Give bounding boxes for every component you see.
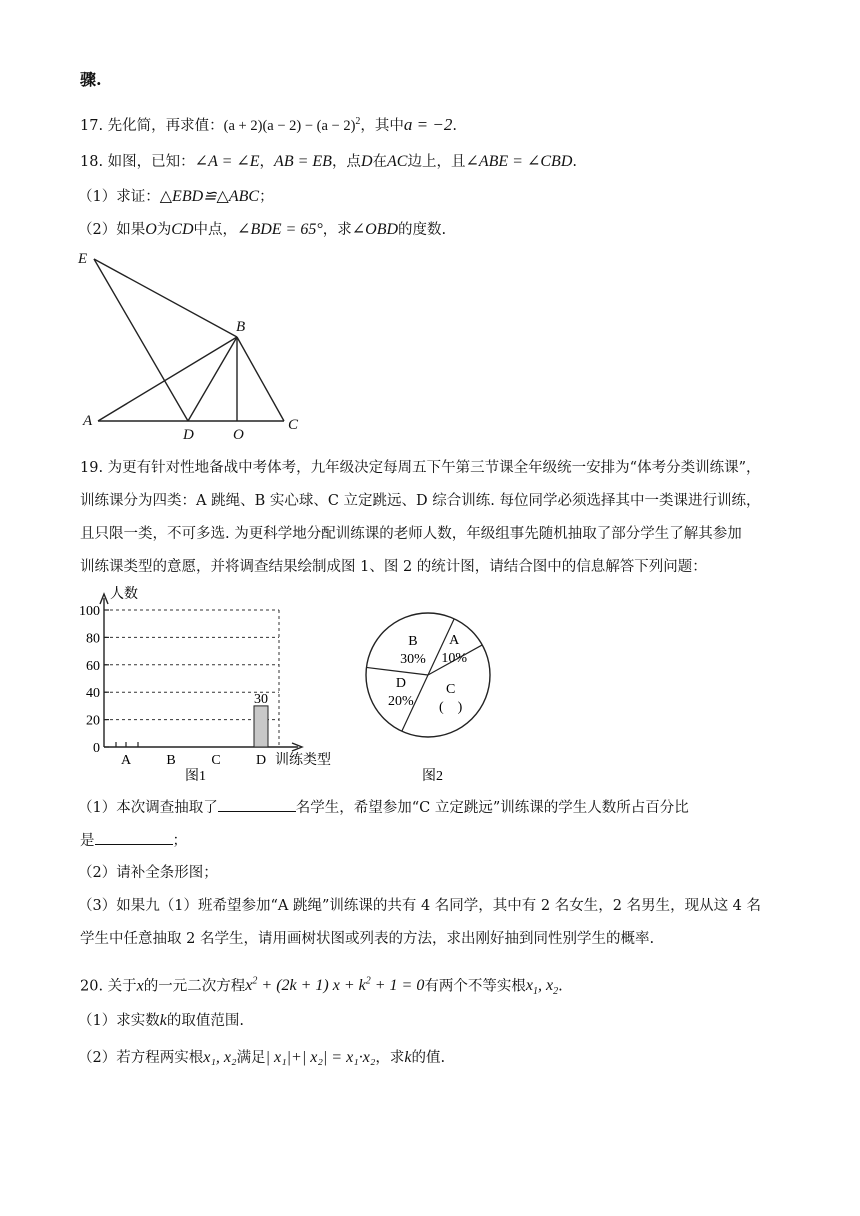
- q20-part1-a: （1）求实数: [78, 1013, 160, 1029]
- question-19-part-1-cont: [80, 830, 187, 851]
- bar-x-tick-label: A: [120, 753, 132, 768]
- segment-BC: [237, 337, 284, 421]
- pie-slice-label-D: 20%: [388, 694, 414, 710]
- label-C: C: [288, 417, 299, 433]
- bar-chart-xlabel: 训练类型: [275, 753, 331, 768]
- label-E: E: [78, 251, 88, 267]
- answer-blank-percent[interactable]: [95, 830, 173, 845]
- question-19-line-4: 训练课类型的意愿，并将调查结果绘制成图 1、图 2 的统计图，请结合图中的信息解答下列问题：: [80, 559, 707, 575]
- q18-part2-label: （2）如果: [78, 222, 146, 238]
- bar-chart: [70, 580, 350, 785]
- pie-slice-name-A: A: [449, 632, 460, 648]
- question-18-part-1: [78, 187, 274, 207]
- q19-part1-a: （1）本次调查抽取了: [78, 800, 218, 816]
- q18-part2-a: 为: [156, 222, 172, 238]
- q18-end: .: [572, 154, 577, 170]
- q20-part2-c: ，求: [375, 1050, 405, 1066]
- label-B: B: [236, 319, 246, 335]
- geometry-figure: [70, 245, 310, 445]
- q20-part1-b: 的取值范围.: [166, 1013, 244, 1029]
- question-20: [80, 972, 563, 1003]
- pie-slice-name-C: C: [446, 682, 456, 698]
- q18-part2-cd: CD: [171, 221, 194, 238]
- question-19-part-3-line-2: 学生中任意抽取 2 名学生，请用画树状图或列表的方法，求出刚好抽到同性别学生的概率.: [80, 931, 655, 947]
- q20-equation: $x^2 + (2k + 1) x + k^2 + 1 = 0$: [245, 976, 425, 995]
- bar-chart-ylabel: 人数: [110, 587, 138, 602]
- q19-part1-d: ；: [172, 833, 187, 849]
- q17-number: 17. 先化简，再求值：: [80, 117, 224, 134]
- q20-text-b: 的一元二次方程: [143, 978, 246, 995]
- q18-part1-label: （1）求证：: [78, 189, 160, 205]
- q20-x: x: [136, 977, 144, 995]
- q18-cond-3: ∠ABE = ∠CBD: [465, 153, 573, 170]
- question-19-line-2: 训练课分为四类：A 跳绳、B 实心球、C 立定跳远、D 综合训练. 每位同学必须选择其中一类课进行训练，: [80, 493, 761, 509]
- question-19-part-1: [78, 797, 689, 818]
- q20-end: .: [558, 978, 563, 995]
- bar-D: [254, 706, 268, 747]
- q20-part2-b: 满足: [236, 1050, 266, 1066]
- q18-cond-1: ∠A = ∠E: [194, 153, 260, 170]
- segment-EB: [94, 259, 237, 337]
- q17-end: .: [452, 117, 457, 134]
- label-A: A: [83, 413, 93, 429]
- q18-part2-b: 中点，: [193, 222, 238, 238]
- q20-text-a: 20. 关于: [80, 978, 137, 995]
- q20-part2-k: k: [404, 1049, 412, 1066]
- q18-sep: ，: [259, 154, 275, 170]
- q18-part2-o: O: [145, 221, 157, 238]
- question-19-line-3: 且只限一类，不可多选. 为更科学地分配训练课的老师人数，年级组事先随机抽取了部分学生了解其参加: [80, 526, 742, 542]
- q18-point-d: D: [360, 153, 373, 170]
- q20-part2-roots: x₁, x₂: [203, 1049, 237, 1066]
- bar-y-tick-label: 20: [86, 713, 100, 729]
- q18-part2-c: ，求: [322, 222, 352, 238]
- segment-ED: [94, 259, 188, 421]
- q20-part2-d: 的值.: [411, 1050, 446, 1066]
- q20-text-c: 有两个不等实根: [424, 978, 526, 995]
- q19-part1-c: 是: [80, 833, 95, 849]
- q20-roots: $x_1$, $x_2$: [525, 977, 559, 998]
- answer-blank-count[interactable]: [218, 797, 296, 812]
- q18-cond-2: AB = EB: [274, 153, 332, 170]
- pie-chart: [365, 600, 505, 785]
- q18-part2-d: 的度数.: [398, 222, 447, 238]
- question-20-part-1: [78, 1011, 244, 1031]
- q18-segment-ac: AC: [387, 153, 408, 170]
- pie-slice-label-C: ( ): [439, 700, 463, 716]
- q17-mid: ，其中: [360, 117, 404, 134]
- q18-part1-end: ；: [259, 189, 274, 205]
- pie-slice-name-D: D: [395, 676, 406, 692]
- pie-slice-label-A: 10%: [441, 650, 468, 666]
- pie-chart-caption: 图2: [422, 769, 443, 784]
- question-19-part-2: （2）请补全条形图；: [78, 865, 218, 881]
- bar-x-tick-label: B: [166, 753, 176, 768]
- q20-part2-cond: | x₁|+| x₂| = x₁·x₂: [265, 1049, 376, 1066]
- q19-part1-b: 名学生，希望参加“C 立定跳远”训练课的学生人数所占百分比: [295, 800, 689, 816]
- question-20-part-2: [78, 1048, 445, 1068]
- previous-question-tail: 骤.: [80, 70, 102, 89]
- pie-slice-label-B: 30%: [400, 651, 426, 667]
- q17-expression: $(a + 2)(a - 2) - (a - 2)^2$: [223, 116, 361, 134]
- bar-y-tick-label: 60: [86, 658, 100, 674]
- q18-part2-target: ∠OBD: [351, 221, 399, 238]
- bar-y-tick-label: 0: [93, 741, 100, 756]
- q18-intro: 18. 如图，已知：: [80, 154, 195, 170]
- question-18-part-2: [78, 220, 446, 240]
- q18-text-c: 边上，且: [407, 154, 466, 170]
- q18-part1-expr: △EBD≌△ABC: [159, 188, 260, 205]
- question-18: [80, 152, 577, 172]
- segment-DB: [188, 337, 237, 421]
- label-D: D: [183, 427, 194, 443]
- bar-x-tick-label: D: [255, 753, 267, 768]
- q20-part1-k: k: [159, 1012, 167, 1029]
- question-19-part-3-line-1: （3）如果九（1）班希望参加“A 跳绳”训练课的共有 4 名同学，其中有 2 名女生，2 名男生，现从这 4 名: [78, 898, 762, 914]
- label-O: O: [233, 427, 244, 443]
- bar-y-tick-label: 100: [79, 604, 100, 619]
- segment-AB: [98, 337, 237, 421]
- q18-text-b: 在: [372, 154, 387, 170]
- bar-x-tick-label: C: [211, 753, 221, 768]
- q18-text-a: ，点: [331, 154, 361, 170]
- q18-part2-angle: ∠BDE = 65°: [237, 221, 323, 238]
- question-17: [80, 112, 457, 136]
- bar-y-tick-label: 80: [86, 631, 100, 647]
- bar-chart-caption: 图1: [185, 769, 206, 784]
- q17-condition: a = −2: [403, 114, 453, 134]
- question-19-line-1: 19. 为更有针对性地备战中考体考，九年级决定每周五下午第三节课全年级统一安排为“体考分类训练课”，: [80, 460, 761, 476]
- bar-y-tick-label: 40: [86, 686, 100, 702]
- bar-data-label: 30: [254, 691, 268, 707]
- q20-part2-a: （2）若方程两实根: [78, 1050, 204, 1066]
- pie-slice-name-B: B: [408, 633, 418, 649]
